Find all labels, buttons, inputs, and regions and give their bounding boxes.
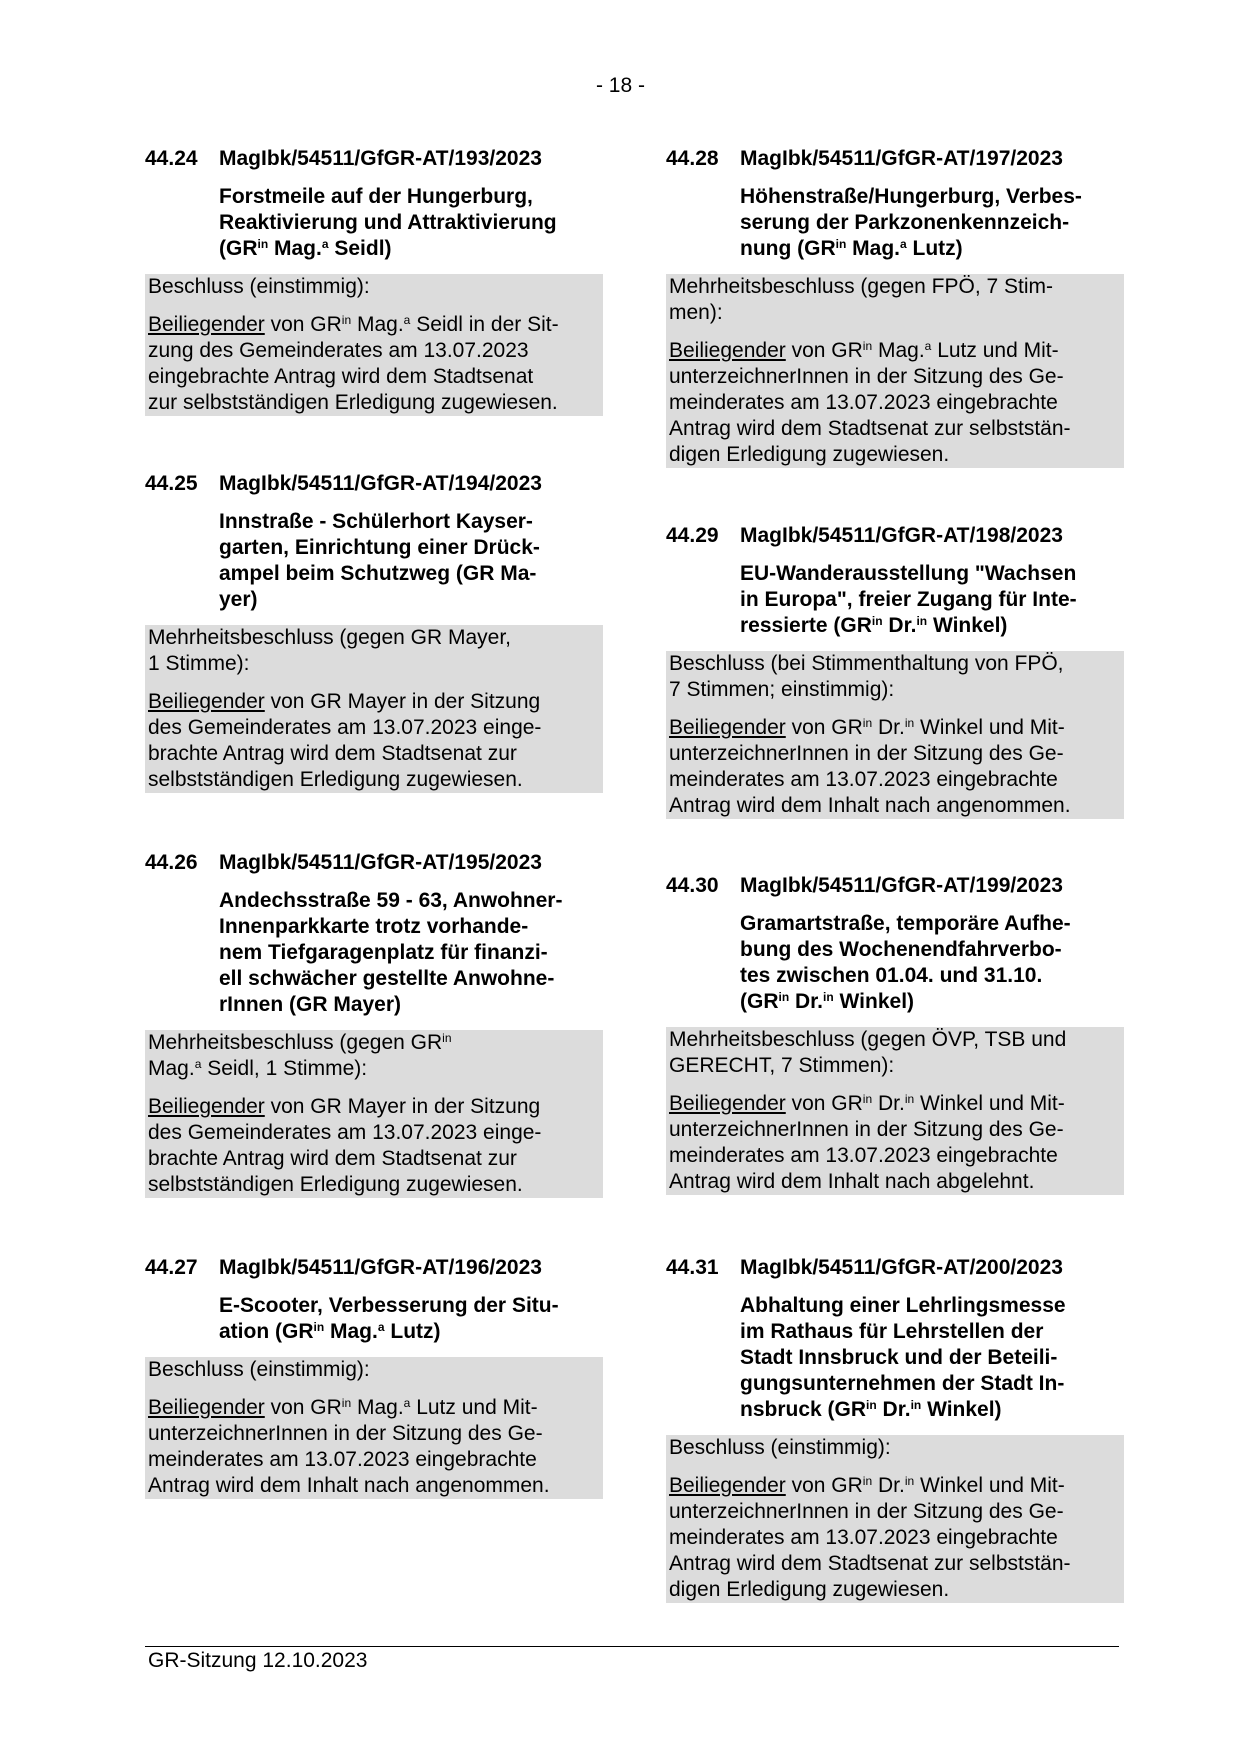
item-number: 44.30 — [666, 874, 719, 897]
footer-text: GR-Sitzung 12.10.2023 — [148, 1649, 368, 1672]
item-title: E-Scooter, Verbesserung der Situ- ation ($GR^{in}$ Mag.$^a$ Lutz) — [219, 1294, 559, 1343]
item-title: Gramartstraße, temporäre Aufhe- bung des Wochenendfahrverbo- tes zwischen 01.04. und 31.10. ($GR^{in}$ Dr.$^{in}$ Winkel) — [740, 912, 1071, 1013]
page-number: - 18 - — [595, 74, 645, 97]
resolution-body: Beiliegender von GR Mayer in der Sitzung des Gemeinderates am 13.07.2023 einge- brachte Antrag wird dem Stadtsenat zur selbstständigen Erledigung zugewiesen. — [148, 690, 542, 791]
item-reference: MagIbk/54511/GfGR-AT/198/2023 — [740, 524, 1063, 547]
resolution-text: Mehrheitsbeschluss (gegen $GR^{in}$ Mag.$^a$ Seidl, 1 Stimme): — [148, 1031, 452, 1080]
item-heading — [145, 471, 603, 497]
agenda-item-44-31 — [666, 1255, 1124, 1603]
resolution-text: Mehrheitsbeschluss (gegen FPÖ, 7 Stim- men): — [669, 275, 1053, 324]
agenda-item-44-30 — [666, 873, 1124, 1195]
item-number: 44.27 — [145, 1256, 198, 1279]
resolution-text: Mehrheitsbeschluss (gegen GR Mayer, 1 Stimme): — [148, 626, 511, 675]
item-reference: MagIbk/54511/GfGR-AT/193/2023 — [219, 147, 542, 170]
agenda-item-44-24 — [145, 146, 603, 416]
item-title: EU-Wanderausstellung "Wachsen in Europa", freier Zugang für Inte- ressierte ($GR^{in}$ Dr.$^{in}$ Winkel) — [740, 562, 1077, 637]
resolution-body: Beiliegender von $GR^{in}$ Dr.$^{in}$ Winkel und Mit- unterzeichnerInnen in der Sitzung des Ge- meinderates am 13.07.2023 eingebrachte Antrag wird dem Inhalt nach angenommen. — [669, 716, 1071, 817]
item-title: Forstmeile auf der Hungerburg, Reaktivierung und Attraktivierung ($GR^{in}$ Mag.$^a$ Seidl) — [219, 185, 557, 260]
resolution-body: Beiliegender von $GR^{in}$ Mag.$^a$ Seidl in der Sit- zung des Gemeinderates am 13.07.2023 eingebrachte Antrag wird dem Stadtsenat zur selbstständigen Erledigung zugewiesen. — [148, 313, 559, 414]
item-reference: MagIbk/54511/GfGR-AT/196/2023 — [219, 1256, 542, 1279]
agenda-item-44-26 — [145, 850, 603, 1198]
resolution-box — [145, 1357, 603, 1499]
item-number: 44.25 — [145, 472, 198, 495]
resolution-text: Beschluss (einstimmig): — [148, 275, 370, 298]
resolution-text: Beschluss (einstimmig): — [148, 1358, 370, 1381]
item-number: 44.31 — [666, 1256, 719, 1279]
item-number: 44.29 — [666, 524, 719, 547]
footer-divider — [145, 1646, 1119, 1647]
resolution-box — [666, 274, 1124, 468]
agenda-item-44-27 — [145, 1255, 603, 1499]
item-heading — [145, 1255, 603, 1281]
resolution-body: Beiliegender von $GR^{in}$ Mag.$^a$ Lutz und Mit- unterzeichnerInnen in der Sitzung des Ge- meinderates am 13.07.2023 eingebrachte Antrag wird dem Inhalt nach angenommen. — [148, 1396, 550, 1497]
item-heading — [145, 850, 603, 876]
item-heading — [145, 146, 603, 172]
item-title: Abhaltung einer Lehrlingsmesse im Rathaus für Lehrstellen der Stadt Innsbruck und der Beteili- gungsunternehmen der Stadt In- nsbruck ($GR^{in}$ Dr.$^{in}$ Winkel) — [740, 1294, 1066, 1421]
resolution-text: Beschluss (bei Stimmenthaltung von FPÖ, 7 Stimmen; einstimmig): — [669, 652, 1064, 701]
resolution-box — [666, 651, 1124, 819]
item-heading — [666, 523, 1124, 549]
item-reference: MagIbk/54511/GfGR-AT/200/2023 — [740, 1256, 1063, 1279]
item-reference: MagIbk/54511/GfGR-AT/197/2023 — [740, 147, 1063, 170]
item-number: 44.28 — [666, 147, 719, 170]
resolution-body: Beiliegender von GR Mayer in der Sitzung des Gemeinderates am 13.07.2023 einge- brachte Antrag wird dem Stadtsenat zur selbstständigen Erledigung zugewiesen. — [148, 1095, 542, 1196]
resolution-body: Beiliegender von $GR^{in}$ Dr.$^{in}$ Winkel und Mit- unterzeichnerInnen in der Sitzung des Ge- meinderates am 13.07.2023 eingebrachte Antrag wird dem Inhalt nach abgelehnt. — [669, 1092, 1065, 1193]
agenda-item-44-25 — [145, 471, 603, 793]
resolution-box — [145, 625, 603, 793]
item-number: 44.26 — [145, 851, 198, 874]
resolution-box — [666, 1435, 1124, 1603]
item-reference: MagIbk/54511/GfGR-AT/195/2023 — [219, 851, 542, 874]
item-heading — [666, 873, 1124, 899]
agenda-item-44-28 — [666, 146, 1124, 468]
resolution-text: Mehrheitsbeschluss (gegen ÖVP, TSB und GERECHT, 7 Stimmen): — [669, 1028, 1067, 1077]
item-title: Höhenstraße/Hungerburg, Verbes- serung der Parkzonenkennzeich- nung ($GR^{in}$ Mag.$^a$ Lutz) — [740, 185, 1082, 260]
resolution-box — [145, 1030, 603, 1198]
agenda-item-44-29 — [666, 523, 1124, 819]
resolution-body: Beiliegender von $GR^{in}$ Dr.$^{in}$ Winkel und Mit- unterzeichnerInnen in der Sitzung des Ge- meinderates am 13.07.2023 eingebrachte Antrag wird dem Stadtsenat zur selbststän- digen Erledigung zugewiesen. — [669, 1474, 1071, 1601]
item-number: 44.24 — [145, 147, 198, 170]
item-heading — [666, 146, 1124, 172]
resolution-box — [666, 1027, 1124, 1195]
item-reference: MagIbk/54511/GfGR-AT/199/2023 — [740, 874, 1063, 897]
item-reference: MagIbk/54511/GfGR-AT/194/2023 — [219, 472, 542, 495]
item-title: Andechsstraße 59 - 63, Anwohner- Innenparkkarte trotz vorhande- nem Tiefgaragenplatz für finanzi- ell schwächer gestellte Anwohne- rInnen (GR Mayer) — [219, 889, 563, 1016]
resolution-box — [145, 274, 603, 416]
item-title: Innstraße - Schülerhort Kayser- garten, Einrichtung einer Drück- ampel beim Schutzweg (GR Ma- yer) — [219, 510, 540, 611]
resolution-text: Beschluss (einstimmig): — [669, 1436, 891, 1459]
item-heading — [666, 1255, 1124, 1281]
resolution-body: Beiliegender von $GR^{in}$ Mag.$^a$ Lutz und Mit- unterzeichnerInnen in der Sitzung des Ge- meinderates am 13.07.2023 eingebrachte Antrag wird dem Stadtsenat zur selbststän- digen Erledigung zugewiesen. — [669, 339, 1071, 466]
